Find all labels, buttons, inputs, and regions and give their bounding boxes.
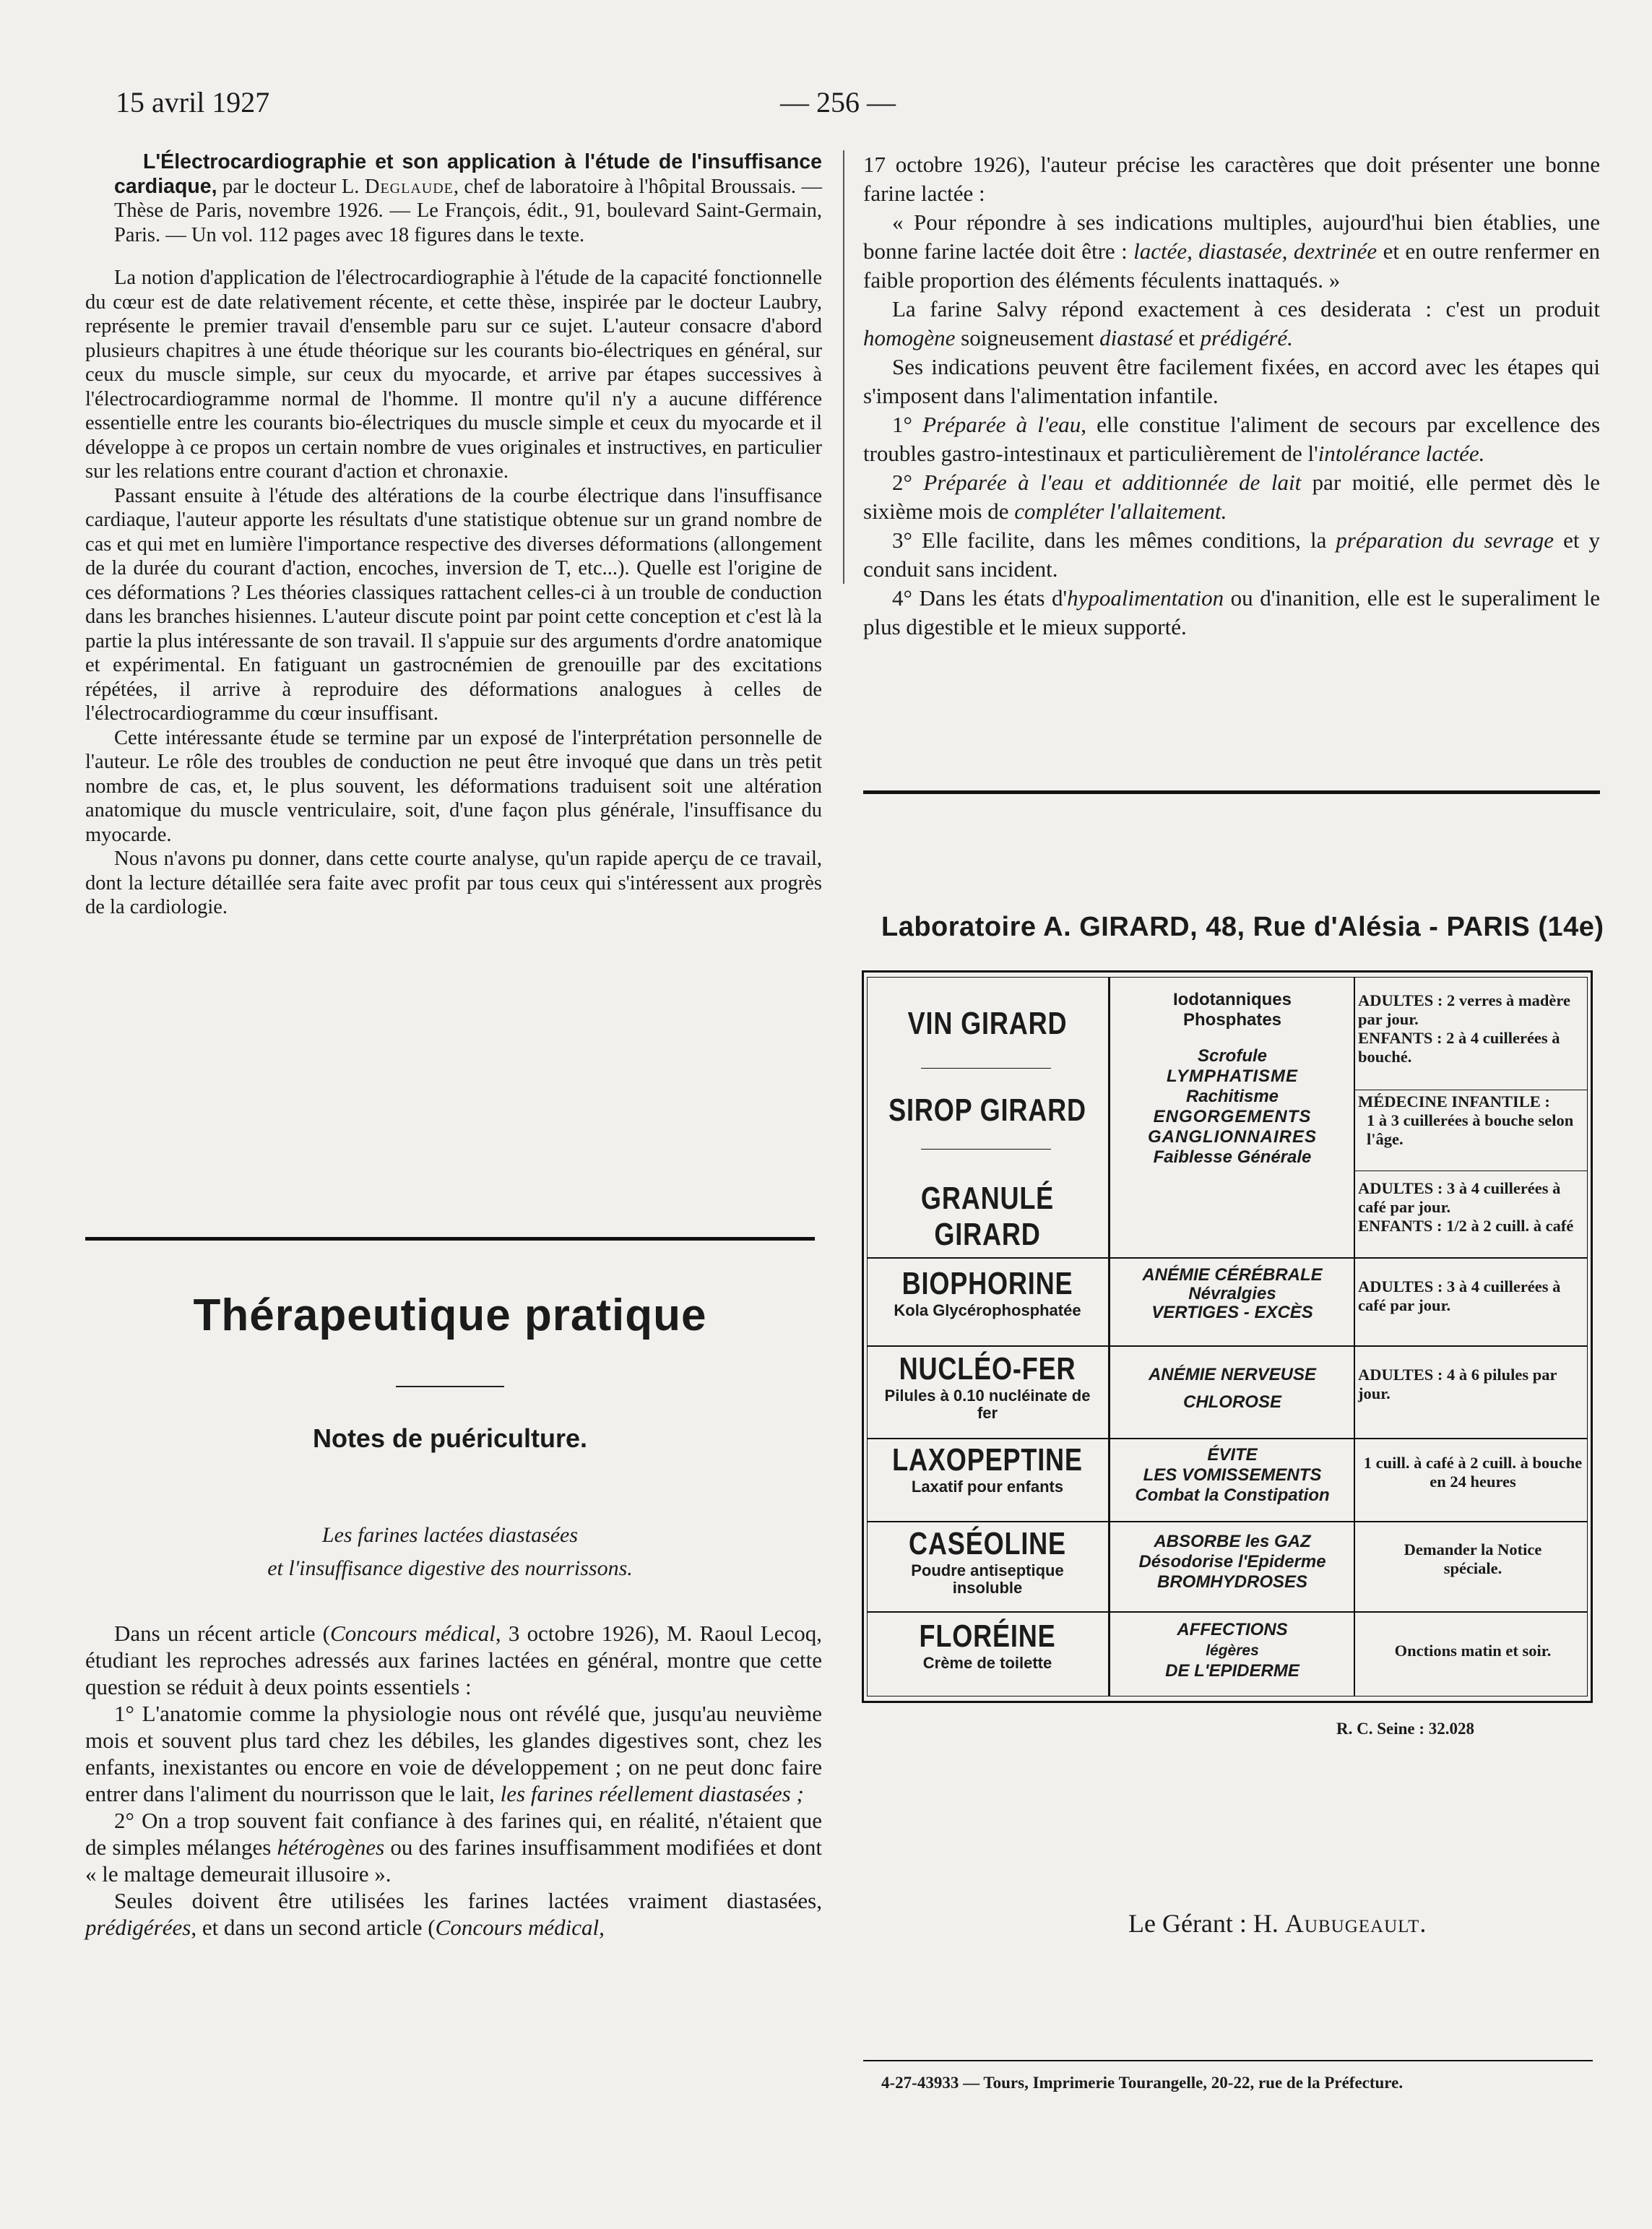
- review-paragraph: Nous n'avons pu donner, dans cette courte analyse, qu'un rapide aperçu de ce travail, dont la lecture détaillée sera faite avec profit par tous ceux qui s'intéressent aux progrès de la cardiologie.: [85, 848, 822, 918]
- article-paragraph: 2° Préparée à l'eau et additionnée de lait par moitié, elle permet dès le sixième mois de compléter l'allaitement.: [863, 470, 1600, 524]
- indication-line: CHLOROSE: [1182, 1392, 1281, 1412]
- ad-product: [867, 1351, 1108, 1422]
- ad-product: [867, 1181, 1108, 1253]
- review-paragraph: Cette intéressante étude se termine par un exposé de l'interprétation personnelle de l'auteur. Le rôle des troubles de conduction ne peut être invoqué que dans un très petit nombre de cas, et, le plus souvent, les déformations traduisent soit une altération anatomique du muscle ventriculaire, soit, d'une façon plus générale, l'insuffisance du myocarde.: [85, 726, 822, 846]
- article-paragraph: La farine Salvy répond exactement à ces desiderata : c'est un produit homogène soigneusement diastasé et prédigéré.: [863, 296, 1600, 350]
- product-name: CASÉOLINE: [909, 1526, 1066, 1561]
- indication-line: ANÉMIE NERVEUSE: [1148, 1365, 1317, 1384]
- indication-line: Névralgies: [1188, 1284, 1276, 1303]
- column-divider: [843, 150, 844, 584]
- footer-rule: [863, 2060, 1593, 2061]
- article-paragraph: 1° Préparée à l'eau, elle constitue l'aliment de secours par excellence des troubles gastro-intestinaux et particulièrement de l'intolérance lactée.: [863, 412, 1601, 466]
- ad-row-rule: [867, 1521, 1588, 1522]
- article-paragraph: Ses indications peuvent être facilement fixées, en accord avec les étapes qui s'imposent dans l'alimentation infantile.: [863, 354, 1600, 408]
- indication-line: Rachitisme: [1185, 1087, 1279, 1106]
- ad-dosage: [1358, 1092, 1588, 1149]
- review-column: [85, 150, 822, 920]
- ad-indications-group: [1112, 1532, 1352, 1592]
- article-paragraph: 17 octobre 1926), l'auteur précise les caractères que doit présenter une bonne farine lactée :: [863, 152, 1600, 206]
- section-rule: [85, 1237, 815, 1241]
- indication-line: ANÉMIE CÉRÉBRALE: [1142, 1265, 1323, 1285]
- indication-line: Désodorise l'Epiderme: [1138, 1552, 1326, 1571]
- managing-editor: Le Gérant : H. Aubugeault.: [1128, 1909, 1427, 1938]
- article-title-line: et l'insuffisance digestive des nourrissons.: [267, 1556, 633, 1580]
- article-paragraph: 2° On a trop souvent fait confiance à des farines qui, en réalité, n'étaient que de simples mélanges hétérogènes ou des farines insuffisamment modifiées et dont « le maltage demeurait illusoire ».: [85, 1808, 822, 1887]
- dosage-line: 1 à 3 cuillerées à bouche selon l'âge.: [1367, 1111, 1574, 1148]
- ad-dosage: ADULTES : 3 à 4 cuillerées à café par jour.: [1358, 1277, 1561, 1314]
- printer-imprint: 4-27-43933 — Tours, Imprimerie Tourangelle, 20-22, rue de la Préfecture.: [881, 2074, 1404, 2092]
- indication-line: Faiblesse Générale: [1153, 1147, 1312, 1167]
- indication-line: ENGORGEMENTS: [1153, 1107, 1312, 1126]
- indication-line: légères: [1206, 1642, 1259, 1659]
- ad-row-rule: [867, 1611, 1588, 1613]
- indication-line: LYMPHATISME: [1166, 1066, 1299, 1086]
- product-description: Crème de toilette: [922, 1654, 1052, 1672]
- ad-product: [867, 1266, 1108, 1319]
- indication-line: DE L'EPIDERME: [1165, 1661, 1299, 1681]
- ad-column-rule: [1108, 977, 1110, 1696]
- ad-indications-group: [1112, 990, 1352, 1168]
- ad-column-rule: [1354, 977, 1355, 1696]
- indication-line: Phosphates: [1182, 1010, 1282, 1030]
- indication-line: ABSORBE les GAZ: [1154, 1532, 1311, 1551]
- ad-product: [867, 1618, 1108, 1672]
- indication-line: VERTIGES - EXCÈS: [1151, 1303, 1313, 1322]
- ad-product-separator: [921, 1149, 1051, 1150]
- ad-dosage: Demander la Notice spéciale.: [1404, 1540, 1542, 1577]
- ad-product-separator: [921, 1068, 1051, 1069]
- section-subtitle: Notes de puériculture.: [312, 1423, 588, 1453]
- article-paragraph: Seules doivent être utilisées les farines lactées vraiment diastasées, prédigérées, et dans un second article (Concours médical,: [85, 1888, 822, 1940]
- page-number: — 256 —: [780, 86, 896, 118]
- product-description: Pilules à 0.10 nucléinate de fer: [884, 1387, 1091, 1422]
- ad-indications-group: [1112, 1361, 1352, 1416]
- dosage-line: ENFANTS : 1/2 à 2 cuill. à café: [1358, 1217, 1574, 1235]
- product-name: LAXOPEPTINE: [892, 1442, 1083, 1478]
- product-name: SIROP GIRARD: [888, 1092, 1086, 1128]
- ad-dosage: [1358, 1179, 1588, 1236]
- ad-dosage: Onctions matin et soir.: [1394, 1642, 1552, 1660]
- product-description: Kola Glycérophosphatée: [894, 1301, 1081, 1319]
- article-paragraph: Dans un récent article (Concours médical, 3 octobre 1926), M. Raoul Lecoq, étudiant les reproches adressés aux farines lactées en général, montre que cette question se réduit à deux points essentiels :: [85, 1621, 822, 1699]
- ad-dosage: 1 cuill. à café à 2 cuill. à bouche en 24 heures: [1363, 1454, 1583, 1491]
- review-paragraph: La notion d'application de l'électrocardiographie à l'étude de la capacité fonctionnelle du cœur est de date relativement récente, et cette thèse, inspirée par le docteur Laubry, représente le premier travail d'ensemble paru sur ce sujet. L'auteur consacre d'abord plusieurs chapitres à une étude théorique sur les courants bio-électriques en général, sur ceux du muscle simple, sur ceux du myocarde, et arrive par étapes successives à l'électrocardiogramme normal de l'homme. Il montre qu'il n'y a aucune différence essentielle entre les courants bio-électriques du muscle simple et ceux du myocarde et il développe à ce propos un certain nombre de vues originales et instructives, en particulier sur les relations entre courant d'action et chronaxie.: [85, 267, 822, 483]
- review-publication: , chef de laboratoire à l'hôpital Broussais. — Thèse de Paris, novembre 1926. — Le François, édit., 91, boulevard Saint-Germain, Paris. — Un vol. 112 pages avec 18 figures dans le texte.: [114, 175, 823, 246]
- article-paragraph: 3° Elle facilite, dans les mêmes conditions, la préparation du sevrage et y conduit sans incident.: [863, 527, 1600, 582]
- indication-line: BROMHYDROSES: [1156, 1572, 1308, 1592]
- ad-product: [867, 1526, 1108, 1597]
- dosage-line: ADULTES : 3 à 4 cuillerées à café par jour.: [1358, 1179, 1561, 1216]
- ad-row-rule: [867, 1438, 1588, 1439]
- product-name: BIOPHORINE: [901, 1266, 1073, 1301]
- ad-dosage: [1358, 991, 1588, 1066]
- registration-number: R. C. Seine : 32.028: [1336, 1720, 1475, 1738]
- review-title: L'Électrocardiographie et son application à l'étude de l'insuffisance cardiaque,: [114, 150, 822, 198]
- ad-product: [867, 1092, 1108, 1129]
- ad-indications-group: [1112, 1266, 1352, 1322]
- review-byline: par le docteur L.: [217, 175, 365, 198]
- indication-line: AFFECTIONS: [1177, 1620, 1288, 1639]
- indication-line: LES VOMISSEMENTS: [1143, 1465, 1322, 1485]
- ad-product: [867, 1006, 1108, 1042]
- review-heading: [85, 150, 822, 247]
- product-name: NUCLÉO-FER: [899, 1351, 1076, 1387]
- ad-indications-group: [1112, 1445, 1352, 1506]
- ad-dose-separator: [1355, 1170, 1588, 1171]
- product-name: VIN GIRARD: [907, 1006, 1068, 1041]
- indication-line: Iodotanniques: [1173, 990, 1292, 1009]
- article-paragraph: « Pour répondre à ses indications multiples, aujourd'hui bien établies, une bonne farine lactée doit être : lactée, diastasée, dextrinée et en outre renfermer en faible proportion des éléments féculents inattaqués. »: [863, 210, 1601, 293]
- ad-row-rule: [867, 1257, 1588, 1259]
- editor-name: Aubugeault.: [1284, 1909, 1427, 1938]
- indication-line: GANGLIONNAIRES: [1147, 1127, 1317, 1147]
- indication-line: Combat la Constipation: [1135, 1486, 1330, 1505]
- section-rule: [863, 790, 1600, 794]
- product-description: Poudre antiseptique insoluble: [911, 1561, 1064, 1597]
- dosage-line: ADULTES : 2 verres à madère par jour.: [1358, 991, 1570, 1028]
- review-author: Deglaude: [364, 175, 454, 198]
- article-title: [85, 1519, 815, 1585]
- ad-laboratory-title: Laboratoire A. GIRARD, 48, Rue d'Alésia - PARIS (14e): [881, 912, 1604, 942]
- ad-dosage: ADULTES : 4 à 6 pilules par jour.: [1358, 1366, 1557, 1402]
- article-paragraph: 1° L'anatomie comme la physiologie nous ont révélé que, jusqu'au neuvième mois et souvent plus tard chez les débiles, les glandes digestives sont, chez les enfants, inexistantes ou encore en voie de développement ; on ne peut donc faire entrer dans l'aliment du nourrisson que le lait, les farines réellement diastasées ;: [85, 1701, 822, 1806]
- dosage-line: MÉDECINE INFANTILE :: [1358, 1092, 1550, 1111]
- dosage-line: ENFANTS : 2 à 4 cuillerées à bouché.: [1358, 1029, 1560, 1066]
- ad-row-rule: [867, 1345, 1588, 1347]
- ad-indications-group: [1112, 1620, 1352, 1681]
- article-left-column: [85, 1620, 822, 1941]
- indication-line: Scrofule: [1197, 1046, 1268, 1066]
- ad-product: [867, 1442, 1108, 1496]
- product-name: FLORÉINE: [919, 1618, 1056, 1654]
- indication-line: ÉVITE: [1207, 1445, 1258, 1465]
- title-underline: [396, 1386, 504, 1387]
- product-description: Laxatif pour enfants: [911, 1478, 1064, 1496]
- review-paragraph: Passant ensuite à l'étude des altérations de la courbe électrique dans l'insuffisance cardiaque, l'auteur apporte les résultats d'une statistique obtenue sur un grand nombre de cas et qui met en lumière l'importance respective des diverses déformations (allongement de la durée du courant d'action, encoches, inversion de T, etc...). Quelle est l'origine de ces déformations ? Les théories classiques rattachent celles-ci à un trouble de conduction dans les branches hisiennes. L'auteur discute point par point cette conception et c'est là la partie la plus intéressante de son travail. Il s'appuie sur des arguments d'ordre anatomique et expérimental. En fatiguant un gastrocnémien de grenouille par des excitations répétées, il arrive à reproduire des déformations analogues à celles de l'électrocardiogramme du cœur insuffisant.: [85, 484, 822, 725]
- issue-date: 15 avril 1927: [116, 86, 270, 118]
- section-title: Thérapeutique pratique: [193, 1290, 707, 1340]
- article-title-line: Les farines lactées diastasées: [321, 1523, 579, 1547]
- article-right-column: [863, 150, 1600, 642]
- product-name: GRANULÉ GIRARD: [920, 1181, 1055, 1252]
- article-paragraph: 4° Dans les états d'hypoalimentation ou d'inanition, elle est le superaliment le plus digestible et le mieux supporté.: [863, 585, 1601, 639]
